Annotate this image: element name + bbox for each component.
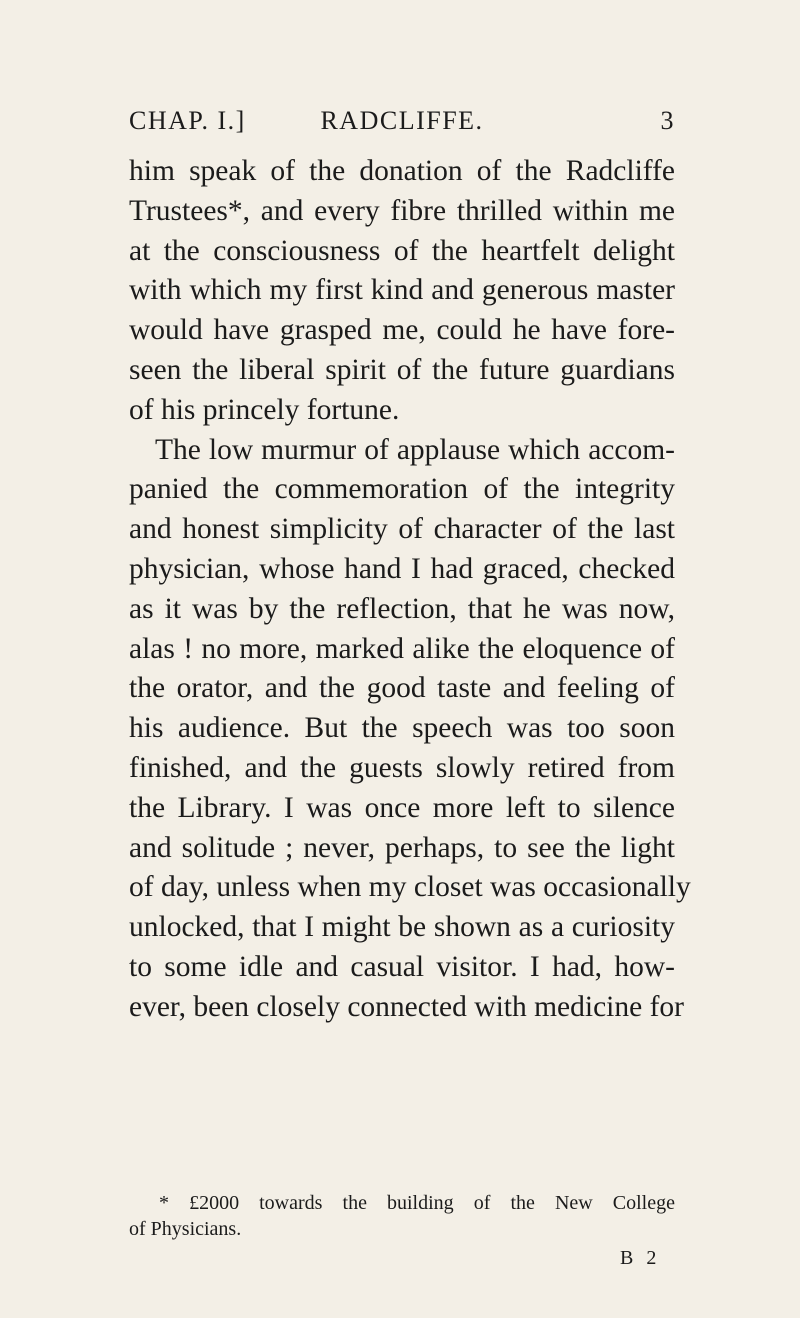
text-line: the Library. I was once more left to silence <box>129 791 675 824</box>
text-line: his audience. But the speech was too soon <box>129 712 675 745</box>
text-line: alas ! no more, marked alike the eloquence of <box>129 632 675 665</box>
text-line: physician, whose hand I had graced, checked <box>129 552 675 585</box>
text-line: with which my first kind and generous master <box>129 274 675 307</box>
text-line: The low murmur of applause which accom- <box>155 433 675 466</box>
footnote-line: of Physicians. <box>129 1218 242 1240</box>
text-line: finished, and the guests slowly retired from <box>129 751 675 784</box>
text-line: and honest simplicity of character of the last <box>129 513 675 546</box>
footnote <box>129 1190 675 1242</box>
footnote-line: * £2000 towards the building of the New College <box>159 1192 675 1214</box>
running-header <box>129 106 675 136</box>
text-line: to some idle and casual visitor. I had, how- <box>129 950 675 983</box>
text-line: would have grasped me, could he have fore- <box>129 314 675 347</box>
body-text <box>129 152 691 1028</box>
text-line: the orator, and the good taste and feeling of <box>129 672 675 705</box>
signature-mark: B 2 <box>620 1247 661 1269</box>
text-line: ever, been closely connected with medicine for <box>129 990 684 1023</box>
running-title: RADCLIFFE. <box>320 106 484 135</box>
text-line: unlocked, that I might be shown as a curiosity <box>129 911 675 944</box>
text-line: at the consciousness of the heartfelt delight <box>129 234 675 267</box>
text-line: seen the liberal spirit of the future guardians <box>129 353 675 386</box>
text-line: and solitude ; never, perhaps, to see the light <box>129 831 675 864</box>
page-number: 3 <box>660 106 675 135</box>
text-line: Trustees*, and every fibre thrilled within me <box>129 194 675 227</box>
text-line: him speak of the donation of the Radcliffe <box>129 155 675 187</box>
text-line: of day, unless when my closet was occasionally <box>129 871 691 904</box>
text-line: panied the commemoration of the integrity <box>129 473 675 506</box>
text-line: of his princely fortune. <box>129 393 400 426</box>
text-line: as it was by the reflection, that he was now, <box>129 592 675 625</box>
chapter-label: CHAP. I.] <box>129 106 246 135</box>
